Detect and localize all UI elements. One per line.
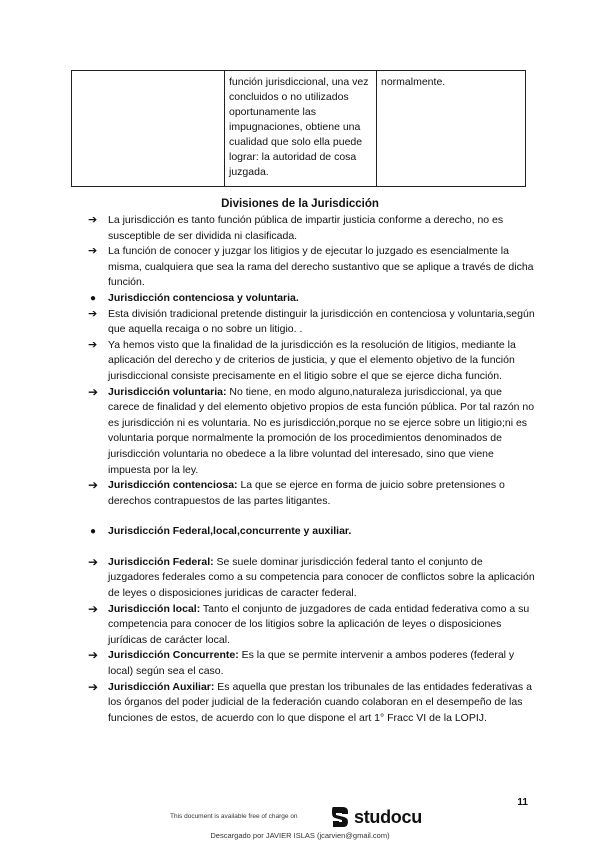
item-text: La que se ejerce en forma de juicio sobre pretensiones o derechos contrapuestos de las partes litigantes. — [108, 479, 505, 507]
bold-right-arrow-icon: ➔ — [88, 679, 99, 694]
item-text: No tiene, en modo alguno,naturaleza jurisdiccional, ya que carece de finalidad y del elemento objetivo propios de esta función pública. Por tal razón no es jurisdicción ni es voluntaria. No es jurisdicción,porque no se ejerce sobre un litigio;ni es voluntaria porque normalmente la promoción de los procedimientos denominados de jurisdicción voluntaria no obedece a la libre voluntad del interesado, sino que viene impuesta por la ley. — [108, 385, 535, 476]
table-row — [72, 71, 526, 187]
bold-right-arrow-icon: ➔ — [88, 648, 99, 663]
table-cell-middle: función jurisdiccional, una vez concluidos o no utilizados oportunamente las impugnaciones, obtiene una cualidad que solo ella puede lograr: la autoridad de cosa juzgada. — [225, 71, 377, 187]
list-item — [88, 478, 536, 509]
bold-right-arrow-icon: ➔ — [88, 601, 99, 616]
list-item — [88, 244, 536, 291]
studocu-logo-icon — [330, 805, 350, 829]
list-item — [88, 602, 536, 649]
bold-right-arrow-icon: ➔ — [88, 384, 99, 399]
bold-right-arrow-icon: ➔ — [88, 478, 99, 493]
list-item — [88, 291, 536, 307]
item-bold-title: Jurisdicción Concurrente: — [108, 649, 239, 662]
list-item — [88, 555, 536, 602]
bold-right-arrow-icon: ➔ — [88, 554, 99, 569]
item-text: La función de conocer y juzgar los litigios y de ejecutar lo juzgado es esencialmente la misma, cualquiera que sea la rama del derecho sustantivo que se aplique a través de dicha función. — [108, 245, 534, 289]
item-bold-title: Jurisdicción contenciosa y voluntaria. — [108, 291, 299, 304]
download-notice: Descargado por JAVIER ISLAS (jcarvien@gmail.com) — [210, 831, 390, 840]
spacer — [88, 540, 536, 555]
item-bold-title: Jurisdicción Federal: — [108, 555, 214, 568]
item-text: Esta división tradicional pretende distinguir la jurisdicción en contenciosa y voluntaria,según que aquella recaiga o no sobre un litigio. . — [108, 307, 535, 336]
item-bold-title: Jurisdicción voluntaria: — [108, 385, 227, 398]
item-bold-title: Jurisdicción Federal,local,concurrente y auxiliar. — [108, 525, 352, 538]
list-item — [88, 648, 536, 679]
item-text: Es la que se permite intervenir a ambos poderes (federal y local) según sea el caso. — [108, 649, 515, 678]
item-text: Es aquella que prestan los tribunales de las entidades federativas a los órganos del poder judicial de la federación cuando colaboran en el desempeño de las funciones de estos, de acuerdo con lo que dispone el art 1° Fracc VI de la LOPIJ. — [108, 680, 532, 724]
bullet-dot-icon: ● — [90, 292, 97, 304]
item-bold-title: Jurisdicción Auxiliar: — [108, 680, 215, 693]
right-arrow-icon: ➔ — [88, 307, 98, 320]
table-cell-left — [72, 71, 225, 187]
item-bold-title: Jurisdicción local: — [108, 602, 201, 615]
item-text: Tanto el conjunto de juzgadores de cada entidad federativa como a su competencia para conocer de los litigios sobre la aplicación de leyes o disposiciones jurídicas de carácter local. — [108, 602, 530, 646]
page-number: 11 — [517, 797, 528, 808]
spacer — [88, 509, 536, 524]
studocu-logo[interactable] — [330, 805, 422, 829]
continuation-table — [71, 70, 526, 187]
item-bold-title: Jurisdicción contenciosa: — [108, 479, 238, 492]
section-heading: Divisiones de la Jurisdicción — [221, 198, 379, 210]
bullet-dot-icon: ● — [90, 526, 97, 538]
list-item — [88, 307, 536, 338]
list-item — [88, 338, 536, 385]
list-item — [88, 524, 536, 540]
table-cell-right: normalmente. — [377, 71, 526, 187]
right-arrow-icon: ➔ — [88, 338, 98, 351]
list-item — [88, 385, 536, 479]
available-notice: This document is available free of charge on — [170, 813, 298, 820]
right-arrow-icon: ➔ — [88, 245, 98, 258]
list-item — [88, 680, 536, 727]
logo-text: studocu — [354, 806, 422, 827]
item-text: Ya hemos visto que la finalidad de la jurisdicción es la resolución de litigios, mediante la aplicación del derecho y de criterios de justicia, y que el elemento objetivo de la función jurisdiccional consiste precisamente en el litigio sobre el que se ejerce dicha función. — [108, 338, 516, 382]
right-arrow-icon: ➔ — [88, 214, 98, 226]
item-text: Se suele dominar jurisdicción federal tanto el conjunto de juzgadores federales como a su competencia para conocer de conflictos sobre la aplicación de leyes o disposiciones juridicas de caracter federal. — [108, 555, 535, 600]
list-item — [88, 213, 536, 244]
item-text: La jurisdicción es tanto función pública de impartir justicia conforme a derecho, no es susceptible de ser dividida ni clasificada. — [108, 214, 504, 242]
bullet-list — [88, 213, 536, 726]
